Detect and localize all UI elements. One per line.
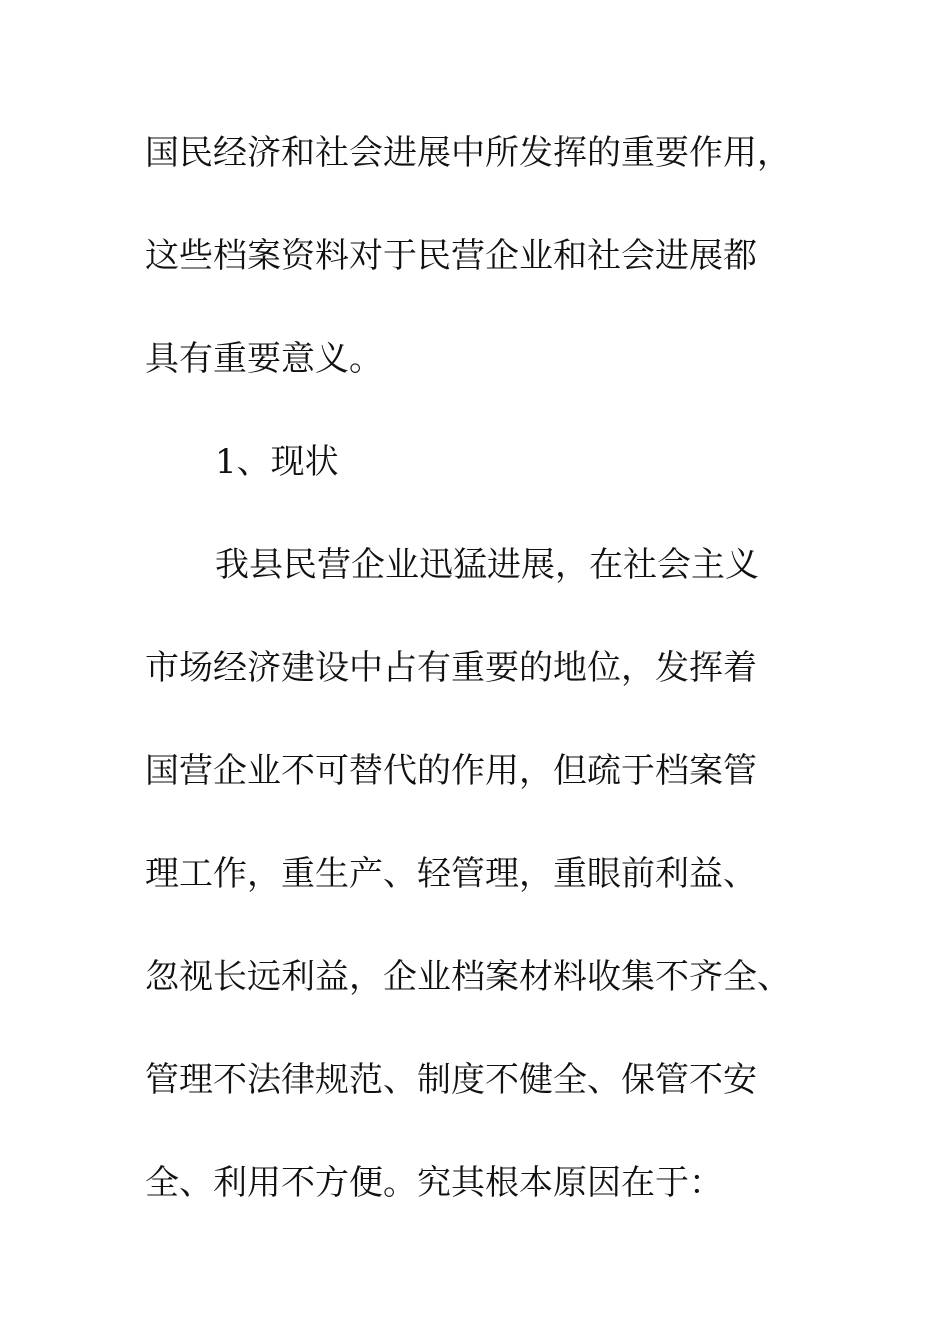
body-text [145, 125, 845, 1258]
text-line: 这些档案资料对于民营企业和社会进展都 [145, 236, 757, 276]
text-line: 国民经济和社会进展中所发挥的重要作用， [145, 133, 791, 173]
text-line: 管理不法律规范、制度不健全、保管不安 [145, 1060, 757, 1100]
text-line: 具有重要意义。 [145, 339, 383, 379]
text-line: 市场经济建设中占有重要的地位，发挥着 [145, 648, 757, 688]
text-line: 国营企业不可替代的作用，但疏于档案管 [145, 751, 757, 791]
paragraph-first-line: 我县民营企业迅猛进展，在社会主义 [215, 545, 759, 585]
text-line: 理工作，重生产、轻管理，重眼前利益、 [145, 854, 757, 894]
section-heading: 1、现状 [215, 442, 339, 482]
text-line: 全、利用不方便。究其根本原因在于： [145, 1163, 723, 1203]
text-line: 忽视长远利益，企业档案材料收集不齐全、 [145, 957, 791, 997]
